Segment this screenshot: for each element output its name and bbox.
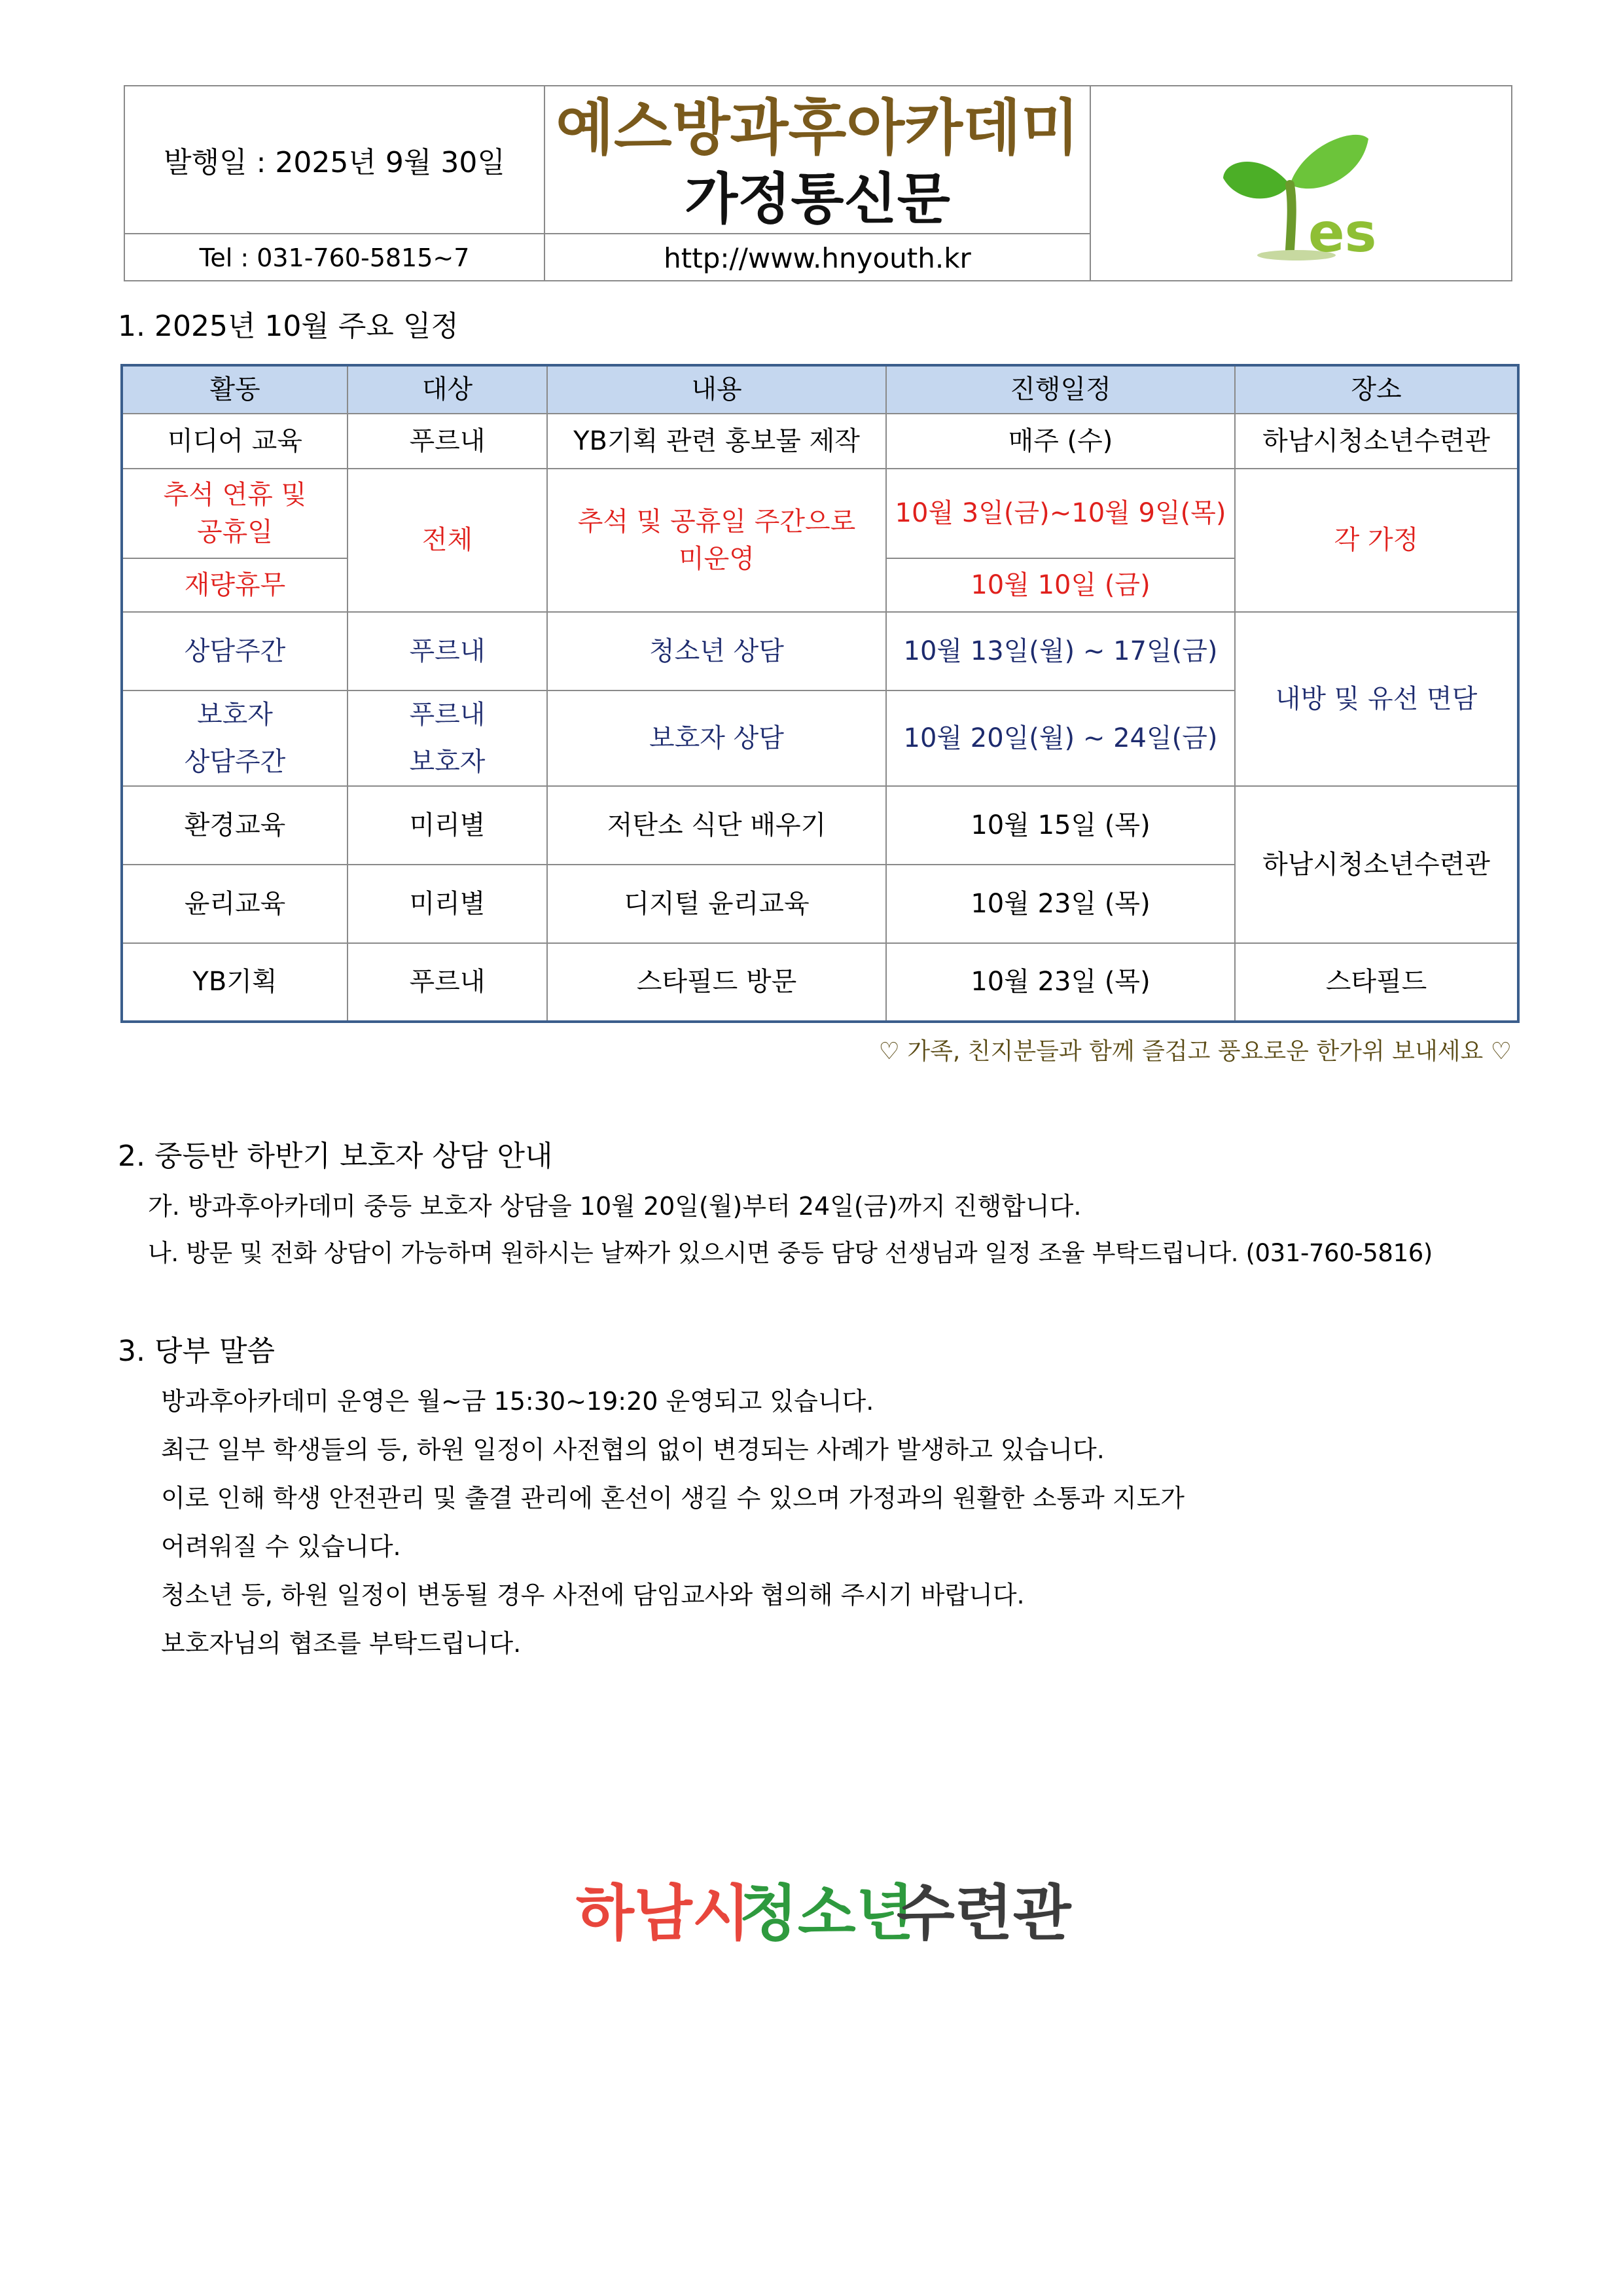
request-line: 최근 일부 학생들의 등, 하원 일정이 사전협의 없이 변경되는 사례가 발생하고 있습니다. [161,1435,1105,1464]
cell-place: 각 가정 [1235,469,1518,612]
cell-date: 10월 20일(월) ~ 24일(금) [886,691,1235,786]
cell-date: 10월 13일(월) ~ 17일(금) [886,612,1235,691]
column-header-content: 내용 [547,365,886,414]
cell-activity: 재량휴무 [122,558,348,612]
request-line: 어려워질 수 있습니다. [161,1532,401,1561]
holiday-greeting: ♡ 가족, 친지분들과 함께 즐겁고 풍요로운 한가위 보내세요 ♡ [878,1038,1512,1065]
hanam-youth-center-logo [576,1872,1071,1950]
table-row [122,786,1518,865]
cell-target: 푸르내 [348,414,547,469]
logo-text: es [1308,202,1377,264]
cell-date: 10월 23일 (목) [886,943,1235,1022]
cell-date: 10월 10일 (금) [886,558,1235,612]
cell-place: 하남시청소년수련관 [1235,786,1518,943]
section2-heading: 2. 중등반 하반기 보호자 상담 안내 [118,1139,553,1173]
cell-place: 스타필드 [1235,943,1518,1022]
publish-date: 발행일 : 2025년 9월 30일 [164,145,505,179]
october-schedule-table [120,364,1520,1023]
header-divider [1090,86,1091,280]
request-line: 방과후아카데미 운영은 월~금 15:30~19:20 운영되고 있습니다. [161,1387,874,1416]
table-row [122,414,1518,469]
section3-heading: 3. 당부 말씀 [118,1335,275,1368]
section1-heading: 1. 2025년 10월 주요 일정 [118,310,459,343]
counseling-info-b: 나. 방문 및 전화 상담이 가능하며 원하시는 날짜가 있으시면 중등 담당 선생님과 일정 조율 부탁드립니다. (031-760-5816) [148,1239,1433,1267]
cell-activity: 보호자 상담주간 [122,691,348,786]
cell-content: YB기획 관련 홍보물 제작 [547,414,886,469]
cell-target: 전체 [348,469,547,612]
cell-content: 저탄소 식단 배우기 [547,786,886,865]
cell-content: 디지털 윤리교육 [547,865,886,943]
cell-activity: 미디어 교육 [122,414,348,469]
request-line: 청소년 등, 하원 일정이 변동될 경우 사전에 담임교사와 협의해 주시기 바랍니다. [161,1581,1025,1609]
cell-activity: 환경교육 [122,786,348,865]
cell-activity: 추석 연휴 및 공휴일 [122,469,348,558]
table-row [122,612,1518,691]
column-header-target: 대상 [348,365,547,414]
cell-activity: YB기획 [122,943,348,1022]
cell-target: 미리별 [348,786,547,865]
cell-target: 푸르내 [348,612,547,691]
cell-date: 10월 3일(금)~10월 9일(목) [886,469,1235,558]
logo-part-hanam: 하남시 [576,1878,751,1948]
logo-part-center: 수련관 [897,1878,1071,1948]
table-row [122,469,1518,558]
cell-content: 보호자 상담 [547,691,886,786]
column-header-activity: 활동 [122,365,348,414]
cell-content: 추석 및 공휴일 주간으로 미운영 [547,469,886,612]
academy-title: 예스방과후아카데미 [556,93,1079,163]
logo-part-youth: 청소년 [740,1878,914,1948]
cell-target: 푸르내 [348,943,547,1022]
cell-activity: 윤리교육 [122,865,348,943]
cell-target: 푸르내 보호자 [348,691,547,786]
column-header-date: 진행일정 [886,365,1235,414]
request-line: 보호자님의 협조를 부탁드립니다. [161,1629,522,1658]
newsletter-title: 가정통신문 [685,167,950,231]
cell-date: 10월 15일 (목) [886,786,1235,865]
table-row [122,943,1518,1022]
cell-date: 매주 (수) [886,414,1235,469]
yes-sprout-logo [1211,113,1408,263]
column-header-place: 장소 [1235,365,1518,414]
cell-content: 스타필드 방문 [547,943,886,1022]
telephone: Tel : 031-760-5815~7 [199,243,470,272]
cell-place: 하남시청소년수련관 [1235,414,1518,469]
website-link[interactable]: http://www.hnyouth.kr [664,242,971,274]
counseling-info-a: 가. 방과후아카데미 중등 보호자 상담을 10월 20일(월)부터 24일(금)까지 진행합니다. [148,1192,1082,1221]
cell-content: 청소년 상담 [547,612,886,691]
cell-target: 미리별 [348,865,547,943]
cell-activity: 상담주간 [122,612,348,691]
newsletter-header [124,85,1512,281]
cell-place: 내방 및 유선 면담 [1235,612,1518,786]
request-line: 이로 인해 학생 안전관리 및 출결 관리에 혼선이 생길 수 있으며 가정과의 원활한 소통과 지도가 [161,1484,1185,1513]
cell-date: 10월 23일 (목) [886,865,1235,943]
